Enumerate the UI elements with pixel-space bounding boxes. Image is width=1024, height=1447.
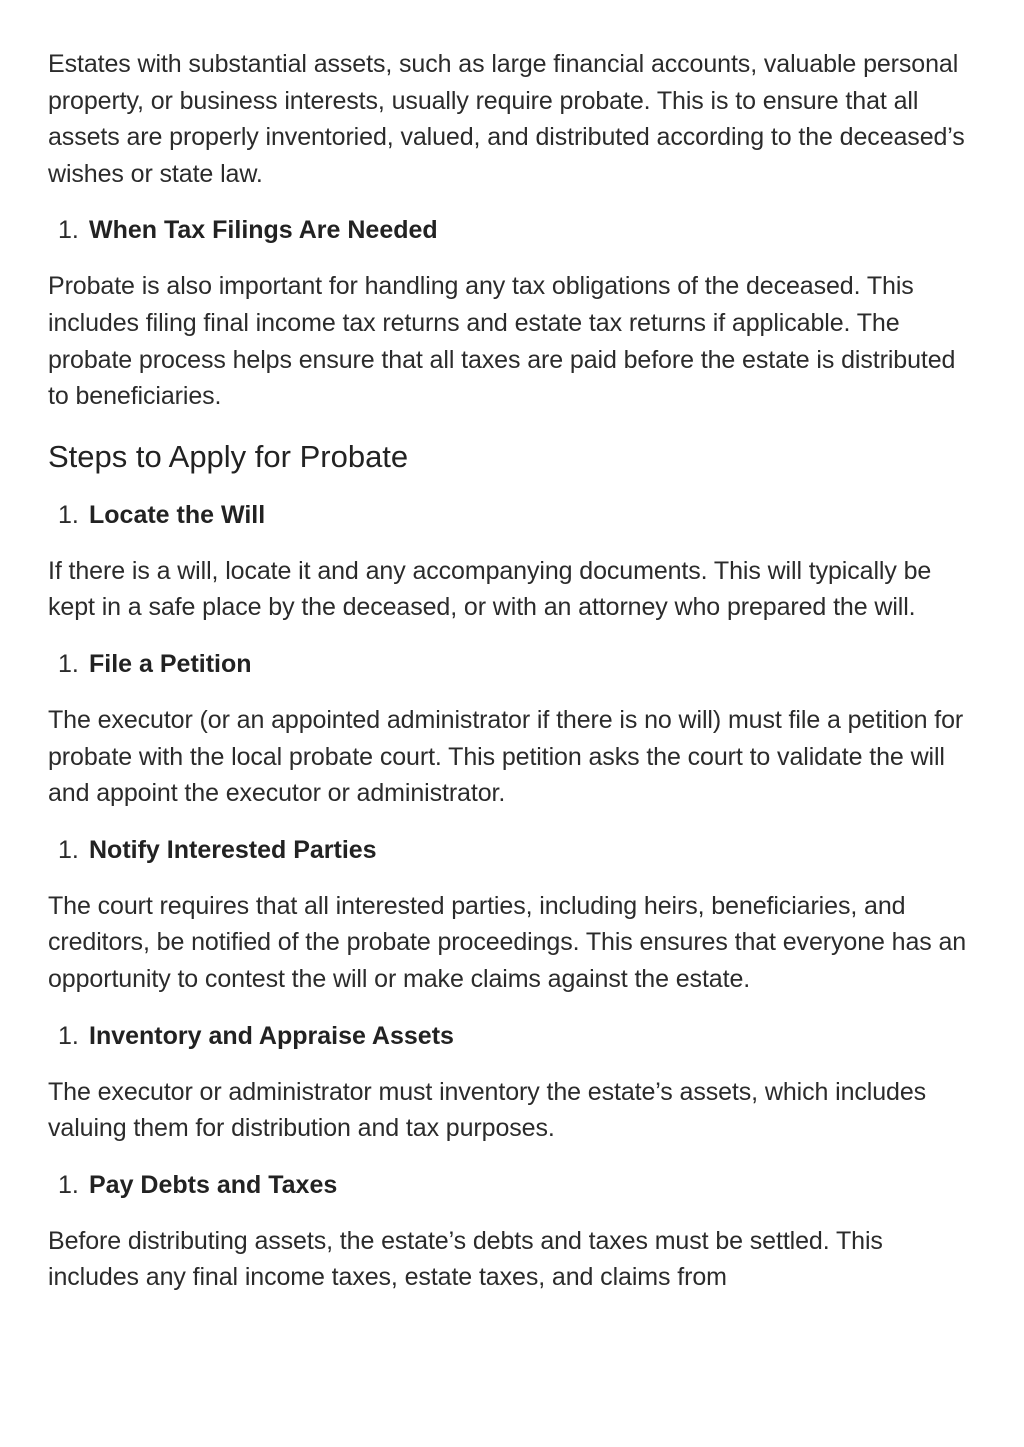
list-number: 1. — [58, 649, 79, 678]
paragraph-notify-parties: The court requires that all interested parties, including heirs, beneficiaries, and creditors, be notified of the probate proceedings. This ensures that everyone has an opportunity to contest the will or make claims against the estate. — [48, 891, 967, 993]
paragraph-locate-will: If there is a will, locate it and any accompanying documents. This will typically be kept in a safe place by the deceased, or with an attorney who prepared the will. — [48, 556, 932, 622]
list-item-file-petition — [48, 646, 968, 682]
list-item-notify-parties — [48, 832, 968, 868]
list-item-label: Pay Debts and Taxes — [89, 1170, 338, 1199]
list-item-label: Notify Interested Parties — [89, 835, 377, 864]
list-number: 1. — [58, 500, 79, 529]
list-item-label: File a Petition — [89, 649, 252, 678]
paragraph-estates-substantial-assets: Estates with substantial assets, such as large financial accounts, valuable personal property, or business interests, usually require probate. This is to ensure that all assets are properly inventoried, valued, and distributed according to the deceased’s wishes or state law. — [48, 50, 965, 188]
list-item-locate-will — [48, 497, 968, 533]
list-number: 1. — [58, 1021, 79, 1050]
list-number: 1. — [58, 1170, 79, 1199]
list-item-tax-filings — [48, 212, 968, 248]
paragraph-file-petition: The executor (or an appointed administrator if there is no will) must file a petition for probate with the local probate court. This petition asks the court to validate the will and appoint the executor or administrator. — [48, 705, 964, 808]
list-item-pay-debts — [48, 1167, 968, 1203]
paragraph-pay-debts: Before distributing assets, the estate’s debts and taxes must be settled. This includes any final income taxes, estate taxes, and claims from — [48, 1226, 883, 1292]
list-item-label: Inventory and Appraise Assets — [89, 1021, 454, 1050]
list-item-inventory-assets — [48, 1018, 968, 1054]
list-item-label: When Tax Filings Are Needed — [89, 216, 438, 245]
list-number: 1. — [58, 835, 79, 864]
section-heading-steps: Steps to Apply for Probate — [48, 438, 409, 474]
paragraph-tax-obligations: Probate is also important for handling any tax obligations of the deceased. This includes filing final income tax returns and estate tax returns if applicable. The probate process helps ensure that all taxes are paid before the estate is distributed to beneficiaries. — [48, 272, 956, 411]
paragraph-inventory-assets: The executor or administrator must inventory the estate’s assets, which includes valuing them for distribution and tax purposes. — [48, 1077, 927, 1143]
list-number: 1. — [58, 216, 79, 245]
list-item-label: Locate the Will — [89, 500, 266, 529]
